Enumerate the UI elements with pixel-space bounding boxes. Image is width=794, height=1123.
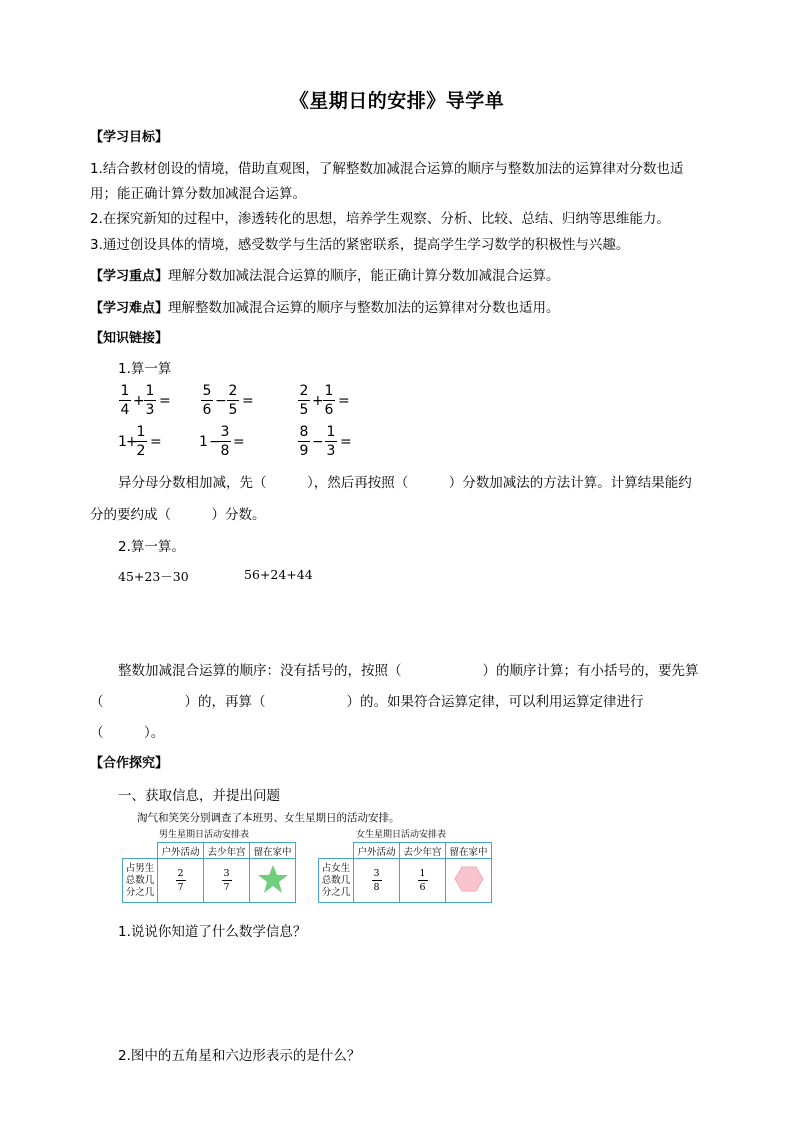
equals: = bbox=[150, 434, 162, 450]
header-cell: 去少年宫 bbox=[400, 843, 446, 859]
fraction: $\frac{1}{6}$ bbox=[419, 868, 426, 893]
girls-table-caption: 女生星期日活动安排表 bbox=[356, 830, 447, 840]
fraction: 1 4 bbox=[120, 383, 130, 418]
fill-blank-2b: （ ）的，再算（ ）的。如果符合运算定律，可以利用运算定律进行 bbox=[90, 694, 644, 710]
value-cell bbox=[158, 859, 204, 903]
header-cell: 去少年宫 bbox=[204, 843, 250, 859]
fill-blank-2a: 整数加减混合运算的顺序：没有括号的，按照（ ）的顺序计算；有小括号的，要先算 bbox=[118, 663, 699, 679]
goals-header: 【学习目标】 bbox=[90, 130, 169, 145]
fraction: $\frac{3}{8}$ bbox=[373, 868, 380, 893]
value-cell bbox=[250, 859, 296, 903]
fraction: 1 3 bbox=[326, 424, 336, 459]
star-icon bbox=[257, 864, 289, 894]
fraction: $\frac{2}{7}$ bbox=[177, 868, 184, 893]
fraction: $\frac{3}{7}$ bbox=[223, 868, 230, 893]
operator: + bbox=[312, 393, 324, 409]
page-title: 《星期日的安排》导学单 bbox=[289, 90, 505, 112]
equals: = bbox=[159, 393, 171, 409]
key-point bbox=[90, 264, 560, 284]
fraction: 8 9 bbox=[299, 424, 309, 459]
operator: + bbox=[133, 393, 145, 409]
difficulty-text: 理解整数加减混合运算的顺序与整数加法的运算律对分数也适用。 bbox=[168, 300, 560, 316]
equals: = bbox=[340, 434, 352, 450]
equals: = bbox=[338, 393, 350, 409]
calc-2: 56+24+44 bbox=[244, 567, 313, 582]
corner-cell bbox=[123, 843, 158, 859]
explore-header: 【合作探究】 bbox=[90, 756, 169, 771]
calc-1: 45+23－30 bbox=[118, 569, 189, 584]
whole-number: 1 bbox=[199, 434, 208, 450]
operator: − bbox=[312, 434, 324, 450]
equals: = bbox=[242, 393, 254, 409]
row-label: 占女生 总数几 分之几 bbox=[319, 859, 354, 903]
fill-blank-1a: 异分母分数相加减，先（ ），然后再按照（ ）分数加减法的方法计算。计算结果能约 bbox=[118, 475, 692, 491]
fill-blank-2c: （ ）。 bbox=[90, 725, 165, 741]
explore-part1: 一、获取信息，并提出问题 bbox=[118, 788, 280, 804]
key-header: 【学习重点】 bbox=[90, 269, 169, 284]
value-cell bbox=[446, 859, 492, 903]
fraction: 5 6 bbox=[202, 383, 212, 418]
link-q2: 2.算一算。 bbox=[118, 539, 185, 555]
fraction: 2 5 bbox=[228, 383, 238, 418]
header-cell: 户外活动 bbox=[354, 843, 400, 859]
goal-line-1b: 用；能正确计算分数加减混合运算。 bbox=[90, 186, 306, 202]
whole-number: 1 bbox=[118, 434, 127, 450]
explore-q1: 1.说说你知道了什么数学信息？ bbox=[118, 924, 307, 940]
fraction: 1 6 bbox=[324, 383, 334, 418]
explore-q2: 2.图中的五角星和六边形表示的是什么？ bbox=[118, 1048, 361, 1064]
difficulty-header: 【学习难点】 bbox=[90, 301, 169, 316]
survey-intro: 淘气和笑笑分别调查了本班男、女生星期日的活动安排。 bbox=[137, 812, 400, 824]
hexagon-icon bbox=[454, 866, 484, 892]
operator: + bbox=[126, 434, 138, 450]
girls-activity-table bbox=[318, 842, 492, 903]
boys-table-caption: 男生星期日活动安排表 bbox=[159, 830, 250, 840]
fraction: 3 8 bbox=[220, 424, 230, 459]
boys-activity-table bbox=[122, 842, 296, 903]
header-cell: 户外活动 bbox=[158, 843, 204, 859]
operator: − bbox=[209, 434, 221, 450]
header-cell: 留在家中 bbox=[446, 843, 492, 859]
value-cell bbox=[204, 859, 250, 903]
goal-line-2: 2.在探究新知的过程中，渗透转化的思想，培养学生观察、分析、比较、总结、归纳等思维能力。 bbox=[90, 211, 670, 227]
fraction: 1 3 bbox=[145, 383, 155, 418]
equals: = bbox=[233, 434, 245, 450]
fraction: 2 5 bbox=[299, 383, 309, 418]
link-q1: 1.算一算 bbox=[118, 361, 172, 377]
operator: − bbox=[215, 393, 227, 409]
corner-cell bbox=[319, 843, 354, 859]
header-cell: 留在家中 bbox=[250, 843, 296, 859]
fill-blank-1b: 分的要约成（ ）分数。 bbox=[90, 507, 266, 523]
goal-line-3: 3.通过创设具体的情境，感受数学与生活的紧密联系，提高学生学习数学的积极性与兴趣。 bbox=[90, 237, 630, 253]
goal-line-1a: 1.结合教材创设的情境，借助直观图，了解整数加减混合运算的顺序与整数加法的运算律对分数也适 bbox=[90, 161, 684, 177]
link-header: 【知识链接】 bbox=[90, 331, 169, 346]
fraction: 1 2 bbox=[136, 424, 146, 459]
value-cell bbox=[400, 859, 446, 903]
key-text: 理解分数加减法混合运算的顺序，能正确计算分数加减混合运算。 bbox=[168, 268, 560, 284]
row-label: 占男生 总数几 分之几 bbox=[123, 859, 158, 903]
value-cell bbox=[354, 859, 400, 903]
difficulty-point bbox=[90, 296, 560, 316]
